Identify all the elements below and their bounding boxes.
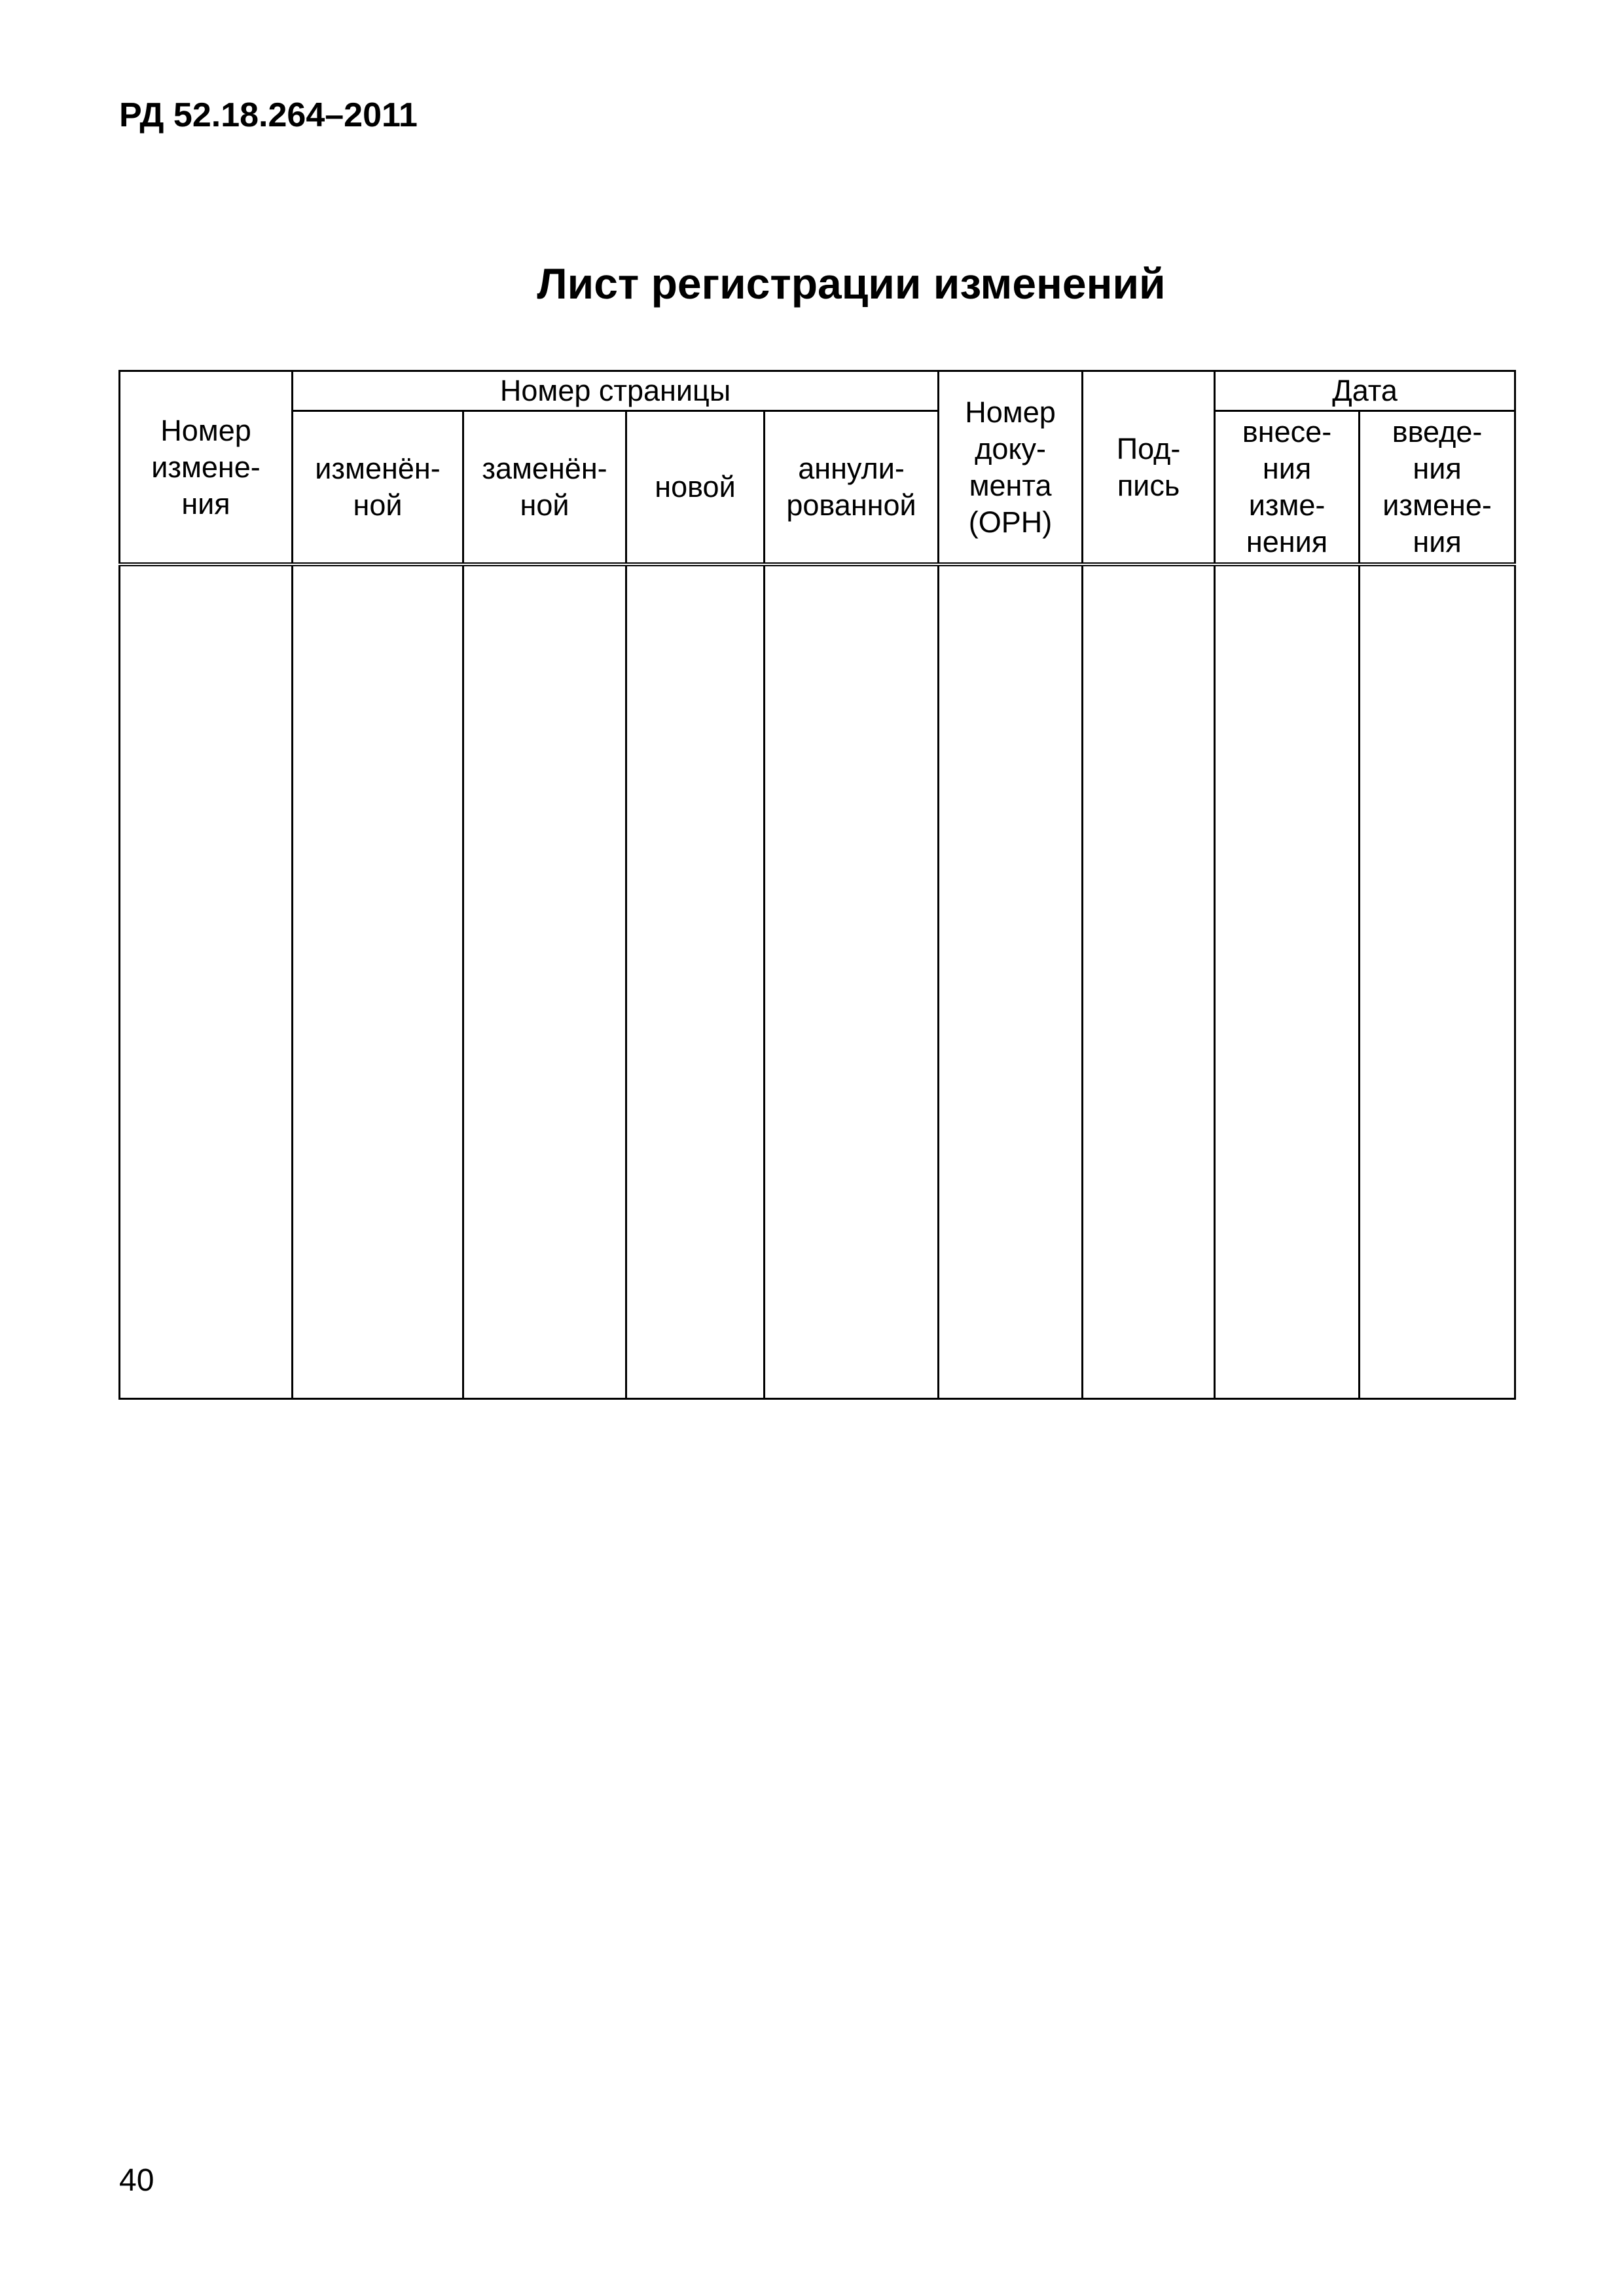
table-cell[interactable] (293, 564, 463, 1399)
table-cell[interactable] (1360, 564, 1515, 1399)
header-page-annulled: аннули- рованной (765, 411, 939, 565)
header-page-new: новой (626, 411, 765, 565)
header-date-group: Дата (1215, 371, 1515, 411)
header-change-number: Номер измене- ния (120, 371, 293, 565)
header-date-introduced: введе- ния измене- ния (1360, 411, 1515, 565)
header-page-replaced: заменён- ной (463, 411, 626, 565)
change-registration-table (118, 370, 1516, 1400)
header-document-number: Номер доку- мента (ОРН) (939, 371, 1083, 565)
table-row (120, 564, 1515, 1399)
table-cell[interactable] (939, 564, 1083, 1399)
table-cell[interactable] (765, 564, 939, 1399)
header-signature: Под- пись (1083, 371, 1215, 565)
page-number: 40 (119, 2163, 154, 2198)
table-cell[interactable] (120, 564, 293, 1399)
header-page-number-group: Номер страницы (293, 371, 939, 411)
table-cell[interactable] (1215, 564, 1360, 1399)
header-page-changed: изменён- ной (293, 411, 463, 565)
table-cell[interactable] (463, 564, 626, 1399)
table-cell[interactable] (626, 564, 765, 1399)
page-title: Лист регистрации изменений (537, 259, 1166, 308)
header-date-entered: внесе- ния изме- нения (1215, 411, 1360, 565)
table-cell[interactable] (1083, 564, 1215, 1399)
document-code: РД 52.18.264–2011 (119, 96, 418, 134)
